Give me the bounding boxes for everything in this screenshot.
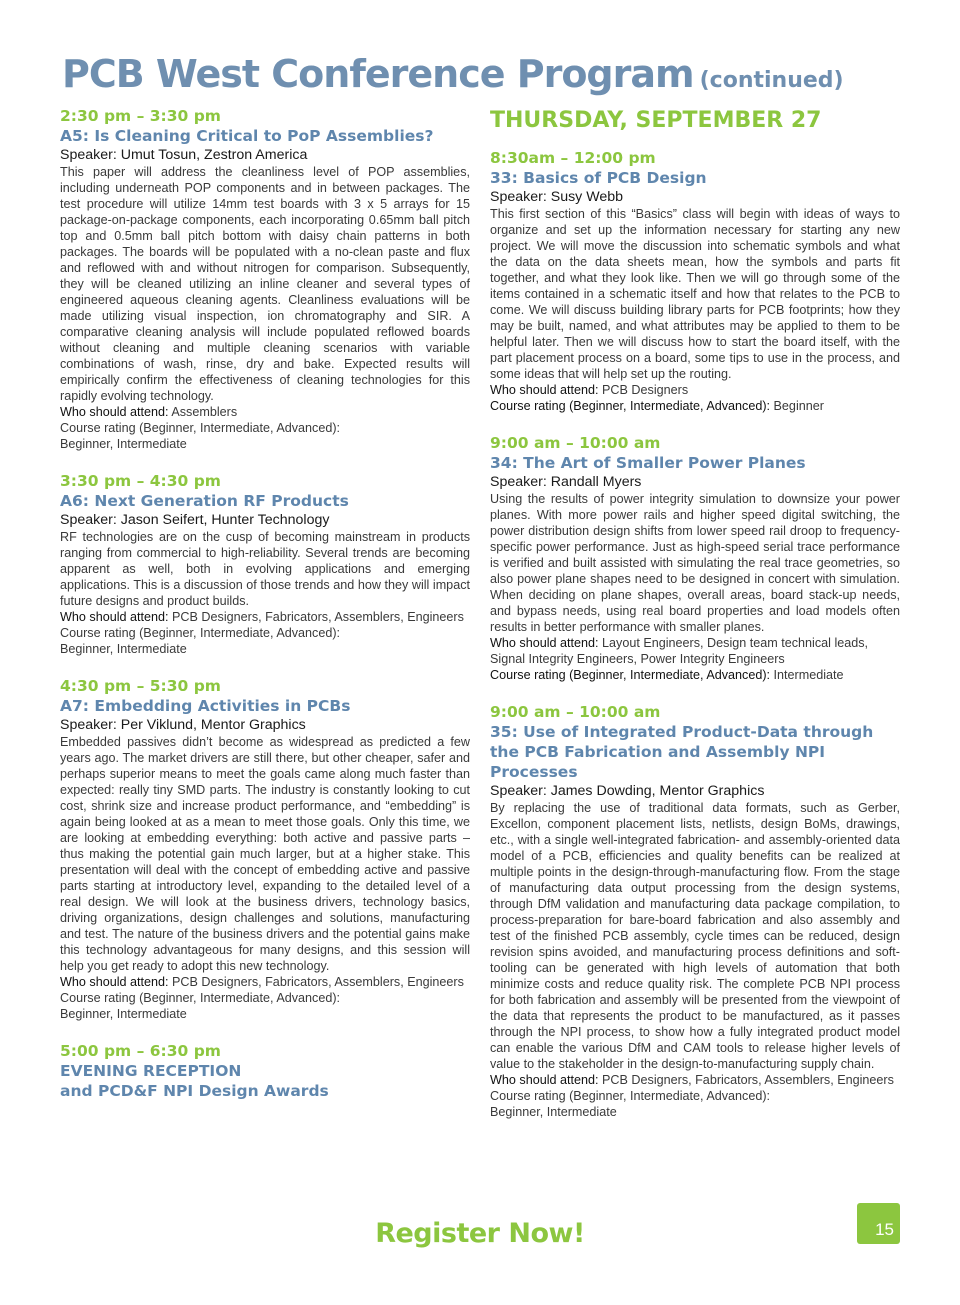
session-audience xyxy=(60,974,470,990)
session-description: This first section of this “Basics” class will begin with ideas of ways to organize and set up the information necessary for starting any new project. We will move the discussion into schematic symbols and what the data on the data sheets mean, how the symbols and parts fit together, and what they look like. Then we will go through some of the items contained in a schematic itself and how that relates to the PCB to come. We will discuss building library parts for PCB footprints; how they may be built, named, and what attributes may be applied to them to be helpful later. Then we will discuss how to start the board itself, with the part placement process on a board, some tips to use in the process, and some ideas that will help set up the routing. xyxy=(490,207,900,381)
session-audience xyxy=(490,635,900,667)
audience-value: PCB Designers, Fabricators, Assemblers, Engineers xyxy=(172,610,464,624)
session-description: RF technologies are on the cusp of becoming mainstream in products ranging from commercial to high-reliability. Several trends are becoming apparent as well, both in evolving applications and emerging applications. This is a discussion of those trends and how they will impact future designs and product builds. xyxy=(60,530,470,608)
rating-value: Beginner, Intermediate xyxy=(60,437,187,451)
day-heading: THURSDAY, SEPTEMBER 27 xyxy=(490,108,822,133)
session-a6 xyxy=(60,471,470,657)
session-speaker: Speaker: Randall Myers xyxy=(490,474,642,490)
session-speaker: Speaker: Susy Webb xyxy=(490,189,624,205)
audience-value: PCB Designers, Fabricators, Assemblers, Engineers xyxy=(602,1073,894,1087)
session-description: Using the results of power integrity simulation to downsize your power planes. With more power rails and higher speed digital switching, the power distribution design shifts from lower speed rail droop to frequency-specific power performance. Just as high-speed serial trace performance is verified and built assisted with simulating the real trace geometries, so also power plane shapes need to be designed in concert with simulation. When deciding on plane shapes, overall areas, board stack-up needs, and bypass needs, using real board properties and load models often results in better performance with smaller planes. xyxy=(490,492,900,634)
reception-title: EVENING RECEPTION xyxy=(60,1062,242,1080)
right-column xyxy=(490,106,900,1139)
page-title-continued: (continued) xyxy=(699,68,844,93)
session-title: 35: Use of Integrated Product-Data through the PCB Fabrication and Assembly NPI Processes xyxy=(490,723,874,781)
rating-label: Course rating (Beginner, Intermediate, Advanced): xyxy=(490,1089,771,1103)
page-number-badge: 15 xyxy=(857,1203,900,1244)
session-a7 xyxy=(60,676,470,1022)
session-34 xyxy=(490,433,900,683)
session-time: 4:30 pm – 5:30 pm xyxy=(60,677,221,695)
session-title: A6: Next Generation RF Products xyxy=(60,492,349,510)
rating-label: Course rating (Beginner, Intermediate, Advanced): xyxy=(60,626,341,640)
session-rating xyxy=(490,667,900,683)
rating-label: Course rating (Beginner, Intermediate, Advanced): xyxy=(490,668,771,682)
session-time: 3:30 pm – 4:30 pm xyxy=(60,472,221,490)
audience-value: PCB Designers xyxy=(602,383,689,397)
session-audience xyxy=(490,1072,900,1088)
session-description: By replacing the use of traditional data formats, such as Gerber, Excellon, component placement lists, netlists, design BoMs, drawings, etc., with a single well-integrated fabrication- and assembly-oriented data model of a PCB, efficiencies and quality benefits can be realized at multiple points in the design-through-manufacturing flow. From the stage of manufacturing data output processing from the design systems, through DfM validation and manufacturing data package compilation, to process-preparation for bare-board fabrication and also assembly and test of the finished PCB assembly, cycle times can be reduced, design revision spins avoided, and manufacturing process definitions and soft-tooling can be generated with high levels of automation that both minimize costs and reduce quality risk. The complete PCB NPI process for both fabrication and assembly will be presented from the viewpoint of the data that represents the product to be manufactured, as it passes through the NPI process, to show how a fully integrated product model can enable the various DfM and CAM tools to release higher levels of value to the stakeholder in the design-to-manufacturing supply chain. xyxy=(490,801,900,1071)
rating-label: Course rating (Beginner, Intermediate, Advanced): xyxy=(490,399,771,413)
rating-label: Course rating (Beginner, Intermediate, Advanced): xyxy=(60,991,341,1005)
audience-value: Layout Engineers, Design team technical leads, Signal Integrity Engineers, Power Integrity Engineers xyxy=(490,636,869,666)
session-audience xyxy=(60,609,470,625)
session-description: This paper will address the cleanliness level of POP assemblies, including underneath POP components and in between packages. The test procedure will utilize 14mm test boards with 3 x 5 arrays for 15 package-on-package components, each incorporating 0.65mm ball pitch top and 0.5mm ball pitch bottom with daisy chain patterns in both packages. The boards will be populated with a no-clean paste and flux and reflowed with and without nitrogen for comparison. Subsequently, they will be cleaned utilizing an inline cleaner and several types of engineered aqueous cleaning agents. Cleanliness evaluations will be made utilizing visual inspection, ion chromatography and SIR. A comparative cleaning analysis will include populated reflowed boards without cleaning and multiple cleaning scenarios with variable combinations of wash, rinse, dry and bake. Expected results will empirically confirm the effectiveness of cleaning technologies for this rapidly evolving technology. xyxy=(60,165,470,403)
session-time: 9:00 am – 10:00 am xyxy=(490,434,661,452)
session-time: 9:00 am – 10:00 am xyxy=(490,703,661,721)
session-33 xyxy=(490,148,900,414)
session-description: Embedded passives didn’t become as widespread as predicted a few years ago. The market drivers are still there, but other cheaper, safer and perhaps superior means to meet the goals came along much faster than expected: really tiny SMD parts. The industry is constantly looking to cut cost, shrink size and increase product performance, and “embedding” is again being looked at as a mean to meet those goals. Only this time, we are looking at embedding everything: both active and passive parts – thus making the potential gain much larger, but at a higher stake. This presentation will deal with the concept of embedding active and passive parts starting at introductory level, expanding to the detailed level of a real design. We will look at the business drivers, technology basics, driving organizations, design challenges and solutions, manufacturing and test. The nature of the business drivers and the potential gains make this technology advantageous for many designs, and this session will help you get ready to adopt this new technology. xyxy=(60,735,470,973)
rating-value: Intermediate xyxy=(773,668,844,682)
audience-label: Who should attend: xyxy=(490,636,599,650)
session-speaker: Speaker: Umut Tosun, Zestron America xyxy=(60,147,308,163)
session-audience xyxy=(60,404,470,420)
register-now-link[interactable]: Register Now! xyxy=(375,1218,585,1249)
session-speaker: Speaker: James Dowding, Mentor Graphics xyxy=(490,783,765,799)
audience-label: Who should attend: xyxy=(60,405,169,419)
audience-value: PCB Designers, Fabricators, Assemblers, Engineers xyxy=(172,975,464,989)
audience-value: Assemblers xyxy=(171,405,238,419)
audience-label: Who should attend: xyxy=(490,383,599,397)
audience-label: Who should attend: xyxy=(60,975,169,989)
rating-value: Beginner, Intermediate xyxy=(60,1007,187,1021)
reception-time: 5:00 pm – 6:30 pm xyxy=(60,1042,221,1060)
session-time: 8:30am – 12:00 pm xyxy=(490,149,656,167)
session-rating xyxy=(490,398,900,414)
audience-label: Who should attend: xyxy=(490,1073,599,1087)
session-title: A7: Embedding Activities in PCBs xyxy=(60,697,351,715)
rating-label: Course rating (Beginner, Intermediate, Advanced): xyxy=(60,421,341,435)
page-title-text: PCB West Conference Program xyxy=(62,52,694,96)
session-audience xyxy=(490,382,900,398)
session-title: 34: The Art of Smaller Power Planes xyxy=(490,454,806,472)
rating-value: Beginner xyxy=(773,399,824,413)
rating-value: Beginner, Intermediate xyxy=(490,1105,617,1119)
session-speaker: Speaker: Per Viklund, Mentor Graphics xyxy=(60,717,306,733)
session-35 xyxy=(490,702,900,1120)
reception-subtitle: and PCD&F NPI Design Awards xyxy=(60,1082,329,1100)
left-column xyxy=(60,106,470,1120)
session-speaker: Speaker: Jason Seifert, Hunter Technology xyxy=(60,512,330,528)
session-time: 2:30 pm – 3:30 pm xyxy=(60,107,221,125)
session-title: A5: Is Cleaning Critical to PoP Assemblies? xyxy=(60,127,434,145)
session-a5 xyxy=(60,106,470,452)
evening-reception xyxy=(60,1041,470,1101)
session-title: 33: Basics of PCB Design xyxy=(490,169,707,187)
audience-label: Who should attend: xyxy=(60,610,169,624)
page-title xyxy=(62,52,844,96)
rating-value: Beginner, Intermediate xyxy=(60,642,187,656)
